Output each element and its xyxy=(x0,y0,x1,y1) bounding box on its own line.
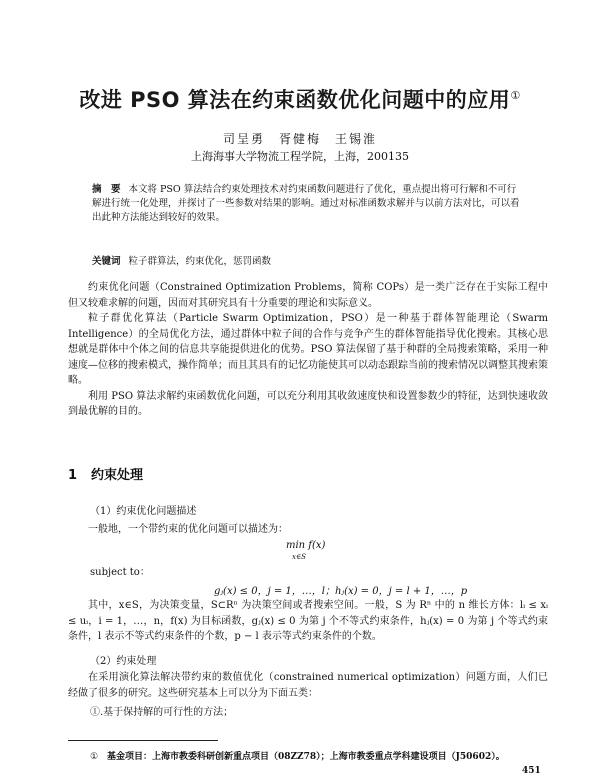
subsection-heading: （1）约束优化问题描述 xyxy=(90,506,197,517)
objective-function: min f(x) xyxy=(286,540,326,551)
subject-to: subject to： xyxy=(90,567,150,578)
abstract xyxy=(92,183,522,225)
constraint-handling-text: 在采用演化算法解决带约束的数值优化（constrained numerical optimization）问题方面，人们已经做了很多的研究。这些研究基本上可以分为下面五类： xyxy=(68,672,548,699)
intro-paragraph: 粒子群优化算法（Particle Swarm Optimization，PSO）是一种基于群体智能理论（Swarm Intelligence）的全局优化方法，通过群体中粒子间的合作与竞争产生的群体智能指导优化搜索。其核心思想就是群体中个体之间的信息共享能提供进化的优势。PSO 算法保留了基于种群的全局搜索策略，采用一种速度—位移的搜索模式，操作简单；而且其具有的记忆功能使其可以动态跟踪当前的搜索情况以调整其搜索策略。 xyxy=(68,313,548,386)
intro-paragraph: 约束优化问题（Constrained Optimization Problems，简称 COPs）是一类广泛存在于实际工程中但又较难求解的问题，因而对其研究具有十分重要的理论和实际意义。 xyxy=(68,282,548,309)
affiliation: 上海海事大学物流工程学院，上海，200135 xyxy=(191,150,409,163)
abstract-text: 本文将 PSO 算法结合约束处理技术对约束函数问题进行了优化，重点提出将可行解和不可行解进行统一化处理，并探讨了一些参数对结果的影响。通过对标准函数求解并与以前方法对比，可以看出此种方法能达到较好的效果。 xyxy=(92,184,520,223)
keywords-text: 粒子群算法，约束优化，惩罚函数 xyxy=(128,256,272,267)
constraints: gⱼ(x) ≤ 0，j = 1，…，l；hⱼ(x) = 0，j = l + 1，…，p xyxy=(214,586,468,597)
footnote-mark: ① xyxy=(90,752,99,762)
keywords xyxy=(92,253,522,267)
title-footnote-mark: ① xyxy=(510,89,521,102)
intro-paragraph: 利用 PSO 算法求解约束函数优化问题，可以充分利用其收敛速度快和设置参数少的特征，达到快速收敛到最优解的目的。 xyxy=(68,390,548,417)
footnote-divider xyxy=(68,740,218,741)
footnote xyxy=(90,749,505,762)
method-list-item: ①.基于保持解的可行性的方法； xyxy=(90,707,234,718)
definition-paragraph xyxy=(68,598,548,645)
definition-text: 其中，x∈S，为决策变量，S⊂Rⁿ 为决策空间或者搜索空间。一般，S 为 Rⁿ 中的 n 维长方体：lᵢ ≤ xᵢ ≤ uᵢ，i = 1，…，n，f(x) 为目标函数，gⱼ(x) ≤ 0 为第 j 个不等式约束条件，hⱼ(x) = 0 为第 j 个等式约束条件，l 表示不等式约束条件的个数，p − l 表示等式约束条件的个数。 xyxy=(68,600,548,642)
paper-title xyxy=(0,84,600,114)
keywords-label: 关键词 xyxy=(92,256,121,267)
section-number: 1 xyxy=(68,468,78,483)
page-number: 451 xyxy=(522,766,541,776)
introduction xyxy=(68,280,548,420)
authors: 司呈勇 胥健梅 王锡淮 xyxy=(222,132,377,146)
constraint-handling-paragraph xyxy=(68,670,548,701)
subsection-heading: （2）约束处理 xyxy=(90,656,157,667)
paper-title-text: 改进 PSO 算法在约束函数优化问题中的应用 xyxy=(79,88,511,112)
section-title: 约束处理 xyxy=(91,468,144,483)
problem-intro: 一般地，一个带约束的优化问题可以描述为： xyxy=(88,524,288,535)
objective-domain: x∈S xyxy=(292,553,306,561)
abstract-label: 摘 要 xyxy=(92,184,121,195)
footnote-text: 基金项目：上海市教委科研创新重点项目（08ZZ78）；上海市教委重点学科建设项目（J50602）。 xyxy=(106,752,505,762)
section-heading xyxy=(68,464,143,483)
